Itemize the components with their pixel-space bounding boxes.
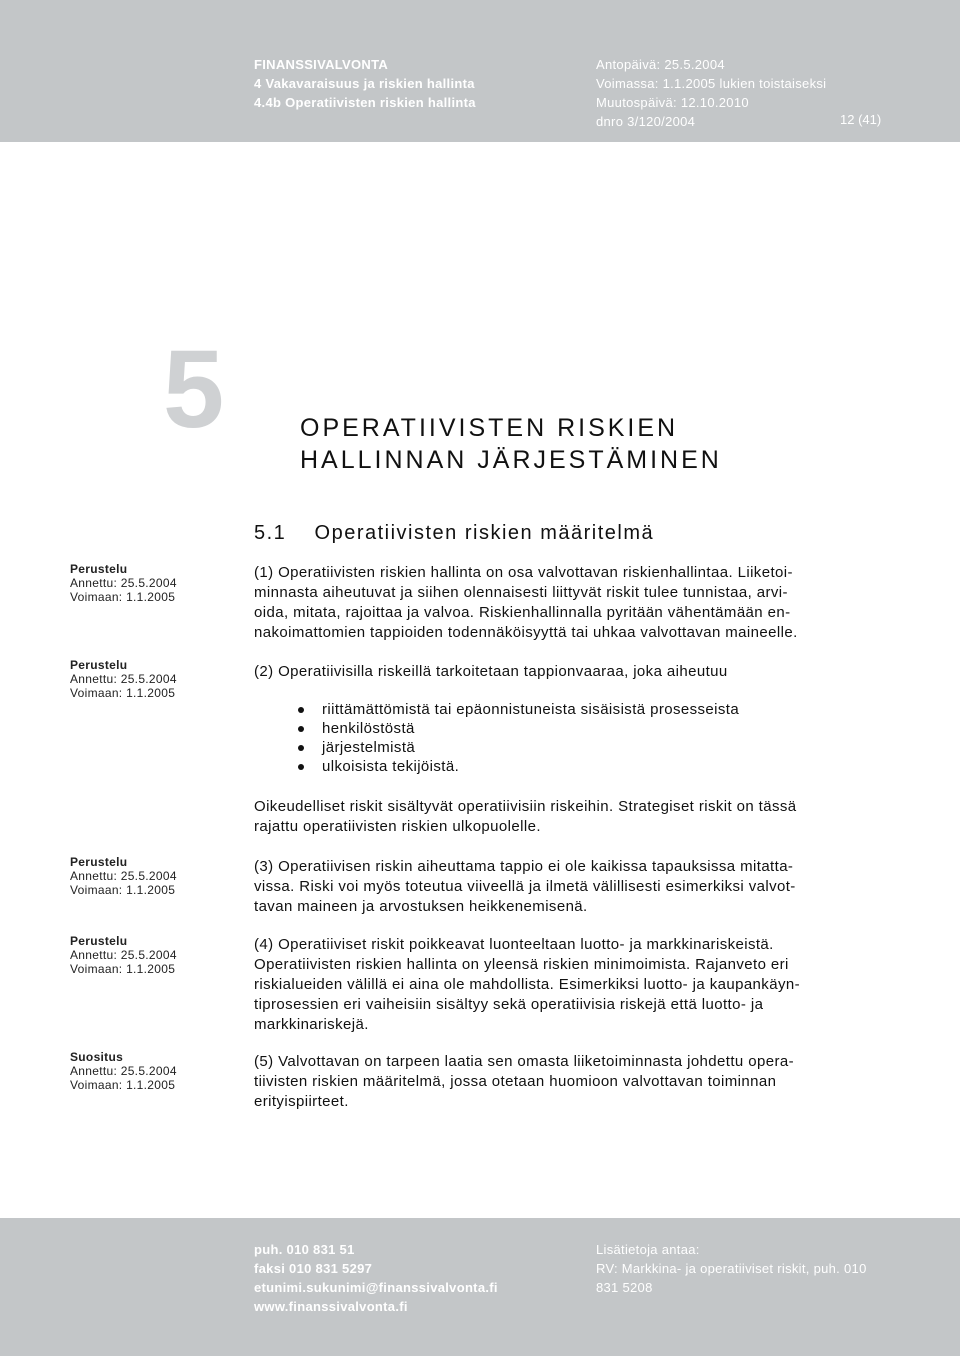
subsection-name: 4.4b Operatiivisten riskien hallinta	[254, 95, 476, 110]
footer-info-line: 831 5208	[596, 1280, 653, 1295]
footer-info-label: Lisätietoja antaa:	[596, 1242, 700, 1257]
text-line: tavan maineen ja arvostuksen heikkenemisenä.	[254, 898, 588, 915]
text-line: (3) Operatiivisen riskin aiheuttama tappio ei ole kaikissa tapauksissa mitatta-	[254, 858, 794, 875]
paragraph-5	[254, 1052, 904, 1112]
text-line: oida, mitata, rajoittaa ja valvoa. Riskienhallinnalla pyritään vähentämään en-	[254, 604, 791, 621]
footer-info-line: RV: Markkina- ja operatiiviset riskit, puh. 010	[596, 1261, 867, 1276]
sidenote-effective: Voimaan: 1.1.2005	[70, 962, 176, 976]
footer-web-link[interactable]: www.finanssivalvonta.fi	[254, 1299, 408, 1314]
text-line: (4) Operatiiviset riskit poikkeavat luonteeltaan luotto- ja markkinariskeistä.	[254, 936, 774, 953]
sidenote-label: Suositus	[70, 1050, 124, 1064]
paragraph-2-after	[254, 797, 904, 837]
text-line: (1) Operatiivisten riskien hallinta on osa valvottavan riskienhallintaa. Liiketoi-	[254, 564, 793, 581]
footer-email[interactable]: etunimi.sukunimi@finanssivalvonta.fi	[254, 1280, 498, 1295]
list-item: järjestelmistä	[254, 738, 739, 757]
sidenote	[70, 658, 177, 700]
footer-info	[596, 1240, 867, 1297]
sidenote-effective: Voimaan: 1.1.2005	[70, 590, 176, 604]
sidenote-given: Annettu: 25.5.2004	[70, 869, 177, 883]
amended-date: Muutospäivä: 12.10.2010	[596, 95, 749, 110]
header-left	[254, 55, 476, 112]
footer-contact	[254, 1240, 498, 1316]
paragraph-2-intro	[254, 662, 904, 682]
text-line: riskialueiden välillä ei aina ole mahdollista. Esimerkiksi luotto- ja kaupankäyn-	[254, 976, 800, 993]
chapter-title-line: HALLINNAN JÄRJESTÄMINEN	[300, 446, 722, 474]
dnro: dnro 3/120/2004	[596, 114, 696, 129]
org-name: FINANSSIVALVONTA	[254, 57, 389, 72]
chapter-title-line: OPERATIIVISTEN RISKIEN	[300, 414, 679, 442]
paragraph-4	[254, 935, 904, 1035]
sidenote-label: Perustelu	[70, 562, 128, 576]
sidenote-given: Annettu: 25.5.2004	[70, 948, 177, 962]
sidenote-label: Perustelu	[70, 934, 128, 948]
section-title: 5.1 Operatiivisten riskien määritelmä	[254, 522, 655, 544]
risk-source-list	[254, 700, 739, 776]
text-line: tiprosessien eri vaiheisiin sisältyy sekä operatiivisia riskejä että luotto- ja	[254, 996, 764, 1013]
sidenote	[70, 1050, 177, 1092]
text-line: vissa. Riski voi myös toteutua viiveellä ja ilmetä välillisesti esimerkiksi valvot-	[254, 878, 796, 895]
chapter-title	[300, 412, 722, 476]
sidenote-label: Perustelu	[70, 658, 128, 672]
text-line: erityispiirteet.	[254, 1093, 349, 1110]
sidenote-effective: Voimaan: 1.1.2005	[70, 883, 176, 897]
paragraph-3	[254, 857, 904, 917]
header-right	[596, 55, 826, 112]
text-line: Oikeudelliset riskit sisältyvät operatiivisiin riskeihin. Strategiset riskit on tässä	[254, 798, 797, 815]
sidenote	[70, 934, 177, 976]
text-line: tiivisten riskien määritelmä, jossa otetaan huomioon valvottavan toiminnan	[254, 1073, 777, 1090]
chapter-number: 5	[163, 328, 225, 451]
page-number: 12 (41)	[840, 112, 882, 127]
footer-phone: puh. 010 831 51	[254, 1242, 355, 1257]
sidenote-effective: Voimaan: 1.1.2005	[70, 1078, 176, 1092]
text-line: minnasta aiheutuvat ja siihen olennaisesti liittyvät riskit tulee tunnistaa, arvi-	[254, 584, 788, 601]
text-line: nakoimattomien tappioiden todennäköisyyttä tai uhkaa valvottavan maineelle.	[254, 624, 798, 641]
sidenote-given: Annettu: 25.5.2004	[70, 1064, 177, 1078]
sidenote	[70, 855, 177, 897]
paragraph-1	[254, 563, 904, 643]
sidenote-given: Annettu: 25.5.2004	[70, 672, 177, 686]
sidenote	[70, 562, 177, 604]
issued-date: Antopäivä: 25.5.2004	[596, 57, 725, 72]
list-item: ulkoisista tekijöistä.	[254, 757, 739, 776]
footer-fax: faksi 010 831 5297	[254, 1261, 373, 1276]
text-line: rajattu operatiivisten riskien ulkopuolelle.	[254, 818, 541, 835]
in-force-date: Voimassa: 1.1.2005 lukien toistaiseksi	[596, 76, 827, 91]
sidenote-given: Annettu: 25.5.2004	[70, 576, 177, 590]
text-line: (5) Valvottavan on tarpeen laatia sen omasta liiketoiminnasta johdettu opera-	[254, 1053, 794, 1070]
sidenote-label: Perustelu	[70, 855, 128, 869]
list-item: henkilöstöstä	[254, 719, 739, 738]
list-item: riittämättömistä tai epäonnistuneista sisäisistä prosesseista	[254, 700, 739, 719]
section-name: 4 Vakavaraisuus ja riskien hallinta	[254, 76, 475, 91]
sidenote-effective: Voimaan: 1.1.2005	[70, 686, 176, 700]
text-line: Operatiivisten riskien hallinta on yleensä riskien minimoimista. Rajanveto eri	[254, 956, 789, 973]
text-line: (2) Operatiivisilla riskeillä tarkoitetaan tappionvaaraa, joka aiheutuu	[254, 663, 728, 680]
text-line: markkinariskejä.	[254, 1016, 369, 1033]
